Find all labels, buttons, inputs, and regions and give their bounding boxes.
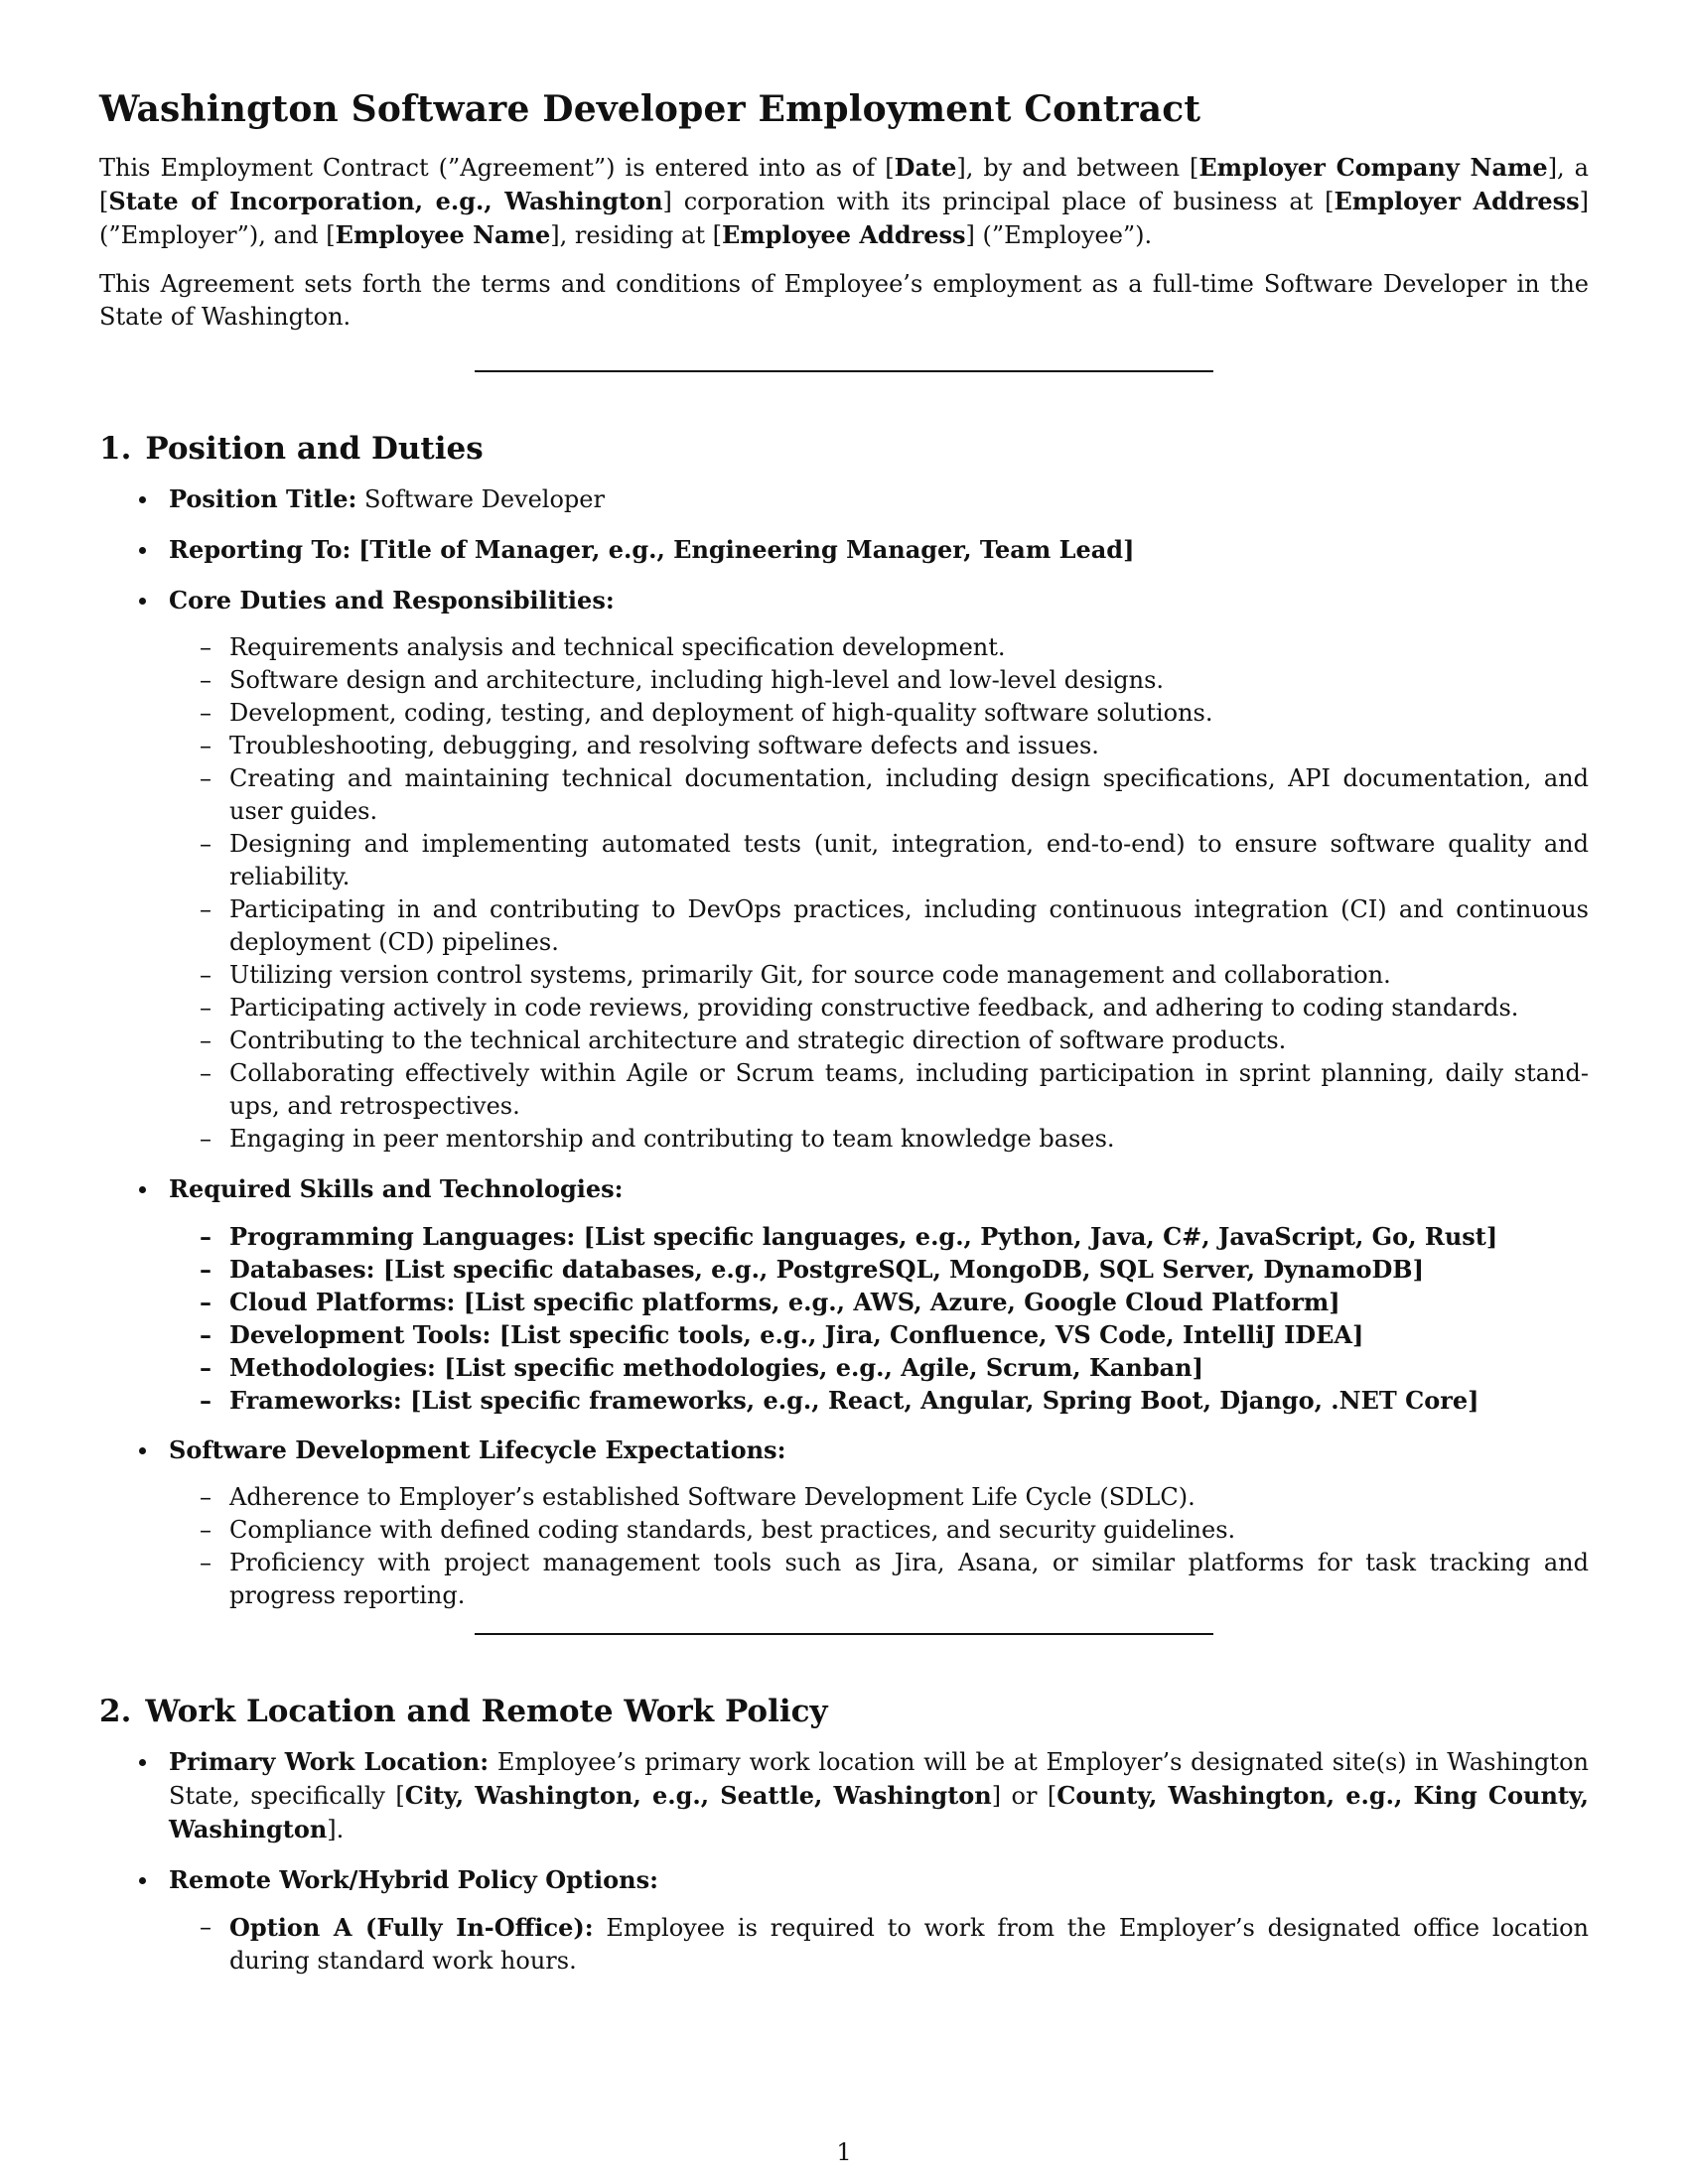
item-label: Primary Work Location: — [169, 1747, 490, 1776]
sdlc-expectation-item: – Proficiency with project management tools such as Jira, Asana, or similar platforms for task tracking and progress reporting. — [229, 1547, 1589, 1612]
page-number: 1 — [836, 2138, 852, 2166]
option-label: Option A (Fully In-Office): — [229, 1913, 594, 1942]
state-placeholder: State of Incorporation, e.g., Washington — [108, 187, 663, 215]
duty-item: – Utilizing version control systems, primarily Git, for source code management and collaboration. — [229, 959, 1589, 992]
option-a-item — [229, 1911, 1589, 1978]
skill-label: Development Tools: — [229, 1320, 492, 1349]
item-label: Reporting To: — [169, 535, 352, 564]
intro-text: ], a [ — [99, 154, 1589, 215]
required-skills-item — [169, 1172, 1589, 1417]
section-divider — [475, 370, 1213, 372]
duty-item: – Troubleshooting, debugging, and resolving software defects and issues. — [229, 730, 1589, 762]
reporting-to-item — [169, 533, 1589, 567]
employee-address-placeholder: Employee Address — [721, 220, 966, 249]
intro-text: ] (”Employee”). — [965, 221, 1153, 249]
document-content — [99, 87, 1589, 1994]
section-title: Position and Duties — [145, 431, 484, 467]
skill-value: [List specific frameworks, e.g., React, Angular, Spring Boot, Django, .NET Core] — [410, 1386, 1479, 1415]
section-number: 2. — [99, 1694, 132, 1729]
item-text: ] or [ — [991, 1782, 1057, 1810]
skills-list — [169, 1220, 1589, 1417]
item-value: [Title of Manager, e.g., Engineering Manager, Team Lead] — [358, 535, 1135, 564]
skill-label: Methodologies: — [229, 1353, 436, 1382]
duties-list — [169, 631, 1589, 1156]
skill-value: [List specific tools, e.g., Jira, Confluence, VS Code, IntelliJ IDEA] — [498, 1320, 1364, 1349]
item-text: Employee’s primary work location will be at Employer’s designated site(s) in Washington State, specifically [ — [169, 1748, 1589, 1810]
intro-text: ] (”Employer”), and [ — [99, 188, 1590, 249]
skill-value: [List specific platforms, e.g., AWS, Azure, Google Cloud Platform] — [463, 1288, 1340, 1316]
duty-item: – Participating actively in code reviews, providing constructive feedback, and adhering to coding standards. — [229, 992, 1589, 1024]
item-value: Software Developer — [364, 485, 605, 513]
primary-work-location-item — [169, 1745, 1589, 1846]
employee-name-placeholder: Employee Name — [335, 220, 551, 249]
skill-label: Databases: — [229, 1255, 375, 1284]
intro-paragraph — [99, 151, 1589, 252]
intro-paragraph-2: This Agreement sets forth the terms and conditions of Employee’s employment as a full-time Software Developer in the State of Washington. — [99, 270, 1589, 331]
skill-label: Cloud Platforms: — [229, 1288, 456, 1316]
intro-text: This Employment Contract (”Agreement”) is entered into as of [ — [99, 154, 895, 182]
item-label: Core Duties and Responsibilities: — [169, 586, 615, 614]
duty-item: – Designing and implementing automated tests (unit, integration, end-to-end) to ensure software quality and reliability. — [229, 828, 1589, 893]
section-number: 1. — [99, 431, 132, 467]
skill-value: [List specific languages, e.g., Python, Java, C#, JavaScript, Go, Rust] — [583, 1222, 1498, 1251]
item-text: ]. — [327, 1816, 345, 1843]
skill-item — [229, 1318, 1589, 1351]
skill-item — [229, 1351, 1589, 1384]
employer-address-placeholder: Employer Address — [1334, 187, 1580, 215]
employer-name-placeholder: Employer Company Name — [1198, 153, 1548, 182]
section-2-heading — [99, 1692, 1589, 1731]
section-1-list — [99, 482, 1589, 1612]
sdlc-list — [169, 1481, 1589, 1612]
item-label: Position Title: — [169, 484, 357, 513]
duty-item: – Engaging in peer mentorship and contributing to team knowledge bases. — [229, 1123, 1589, 1156]
position-title-item — [169, 482, 1589, 516]
core-duties-item — [169, 584, 1589, 1156]
item-label: Remote Work/Hybrid Policy Options: — [169, 1865, 658, 1894]
document-title: Washington Software Developer Employment Contract — [99, 88, 1201, 130]
duty-item: – Collaborating effectively within Agile or Scrum teams, including participation in sprint planning, daily stand-ups, and retrospectives. — [229, 1057, 1589, 1123]
section-divider — [475, 1633, 1213, 1635]
skill-label: Frameworks: — [229, 1386, 402, 1415]
date-placeholder: Date — [894, 153, 957, 182]
skill-value: [List specific databases, e.g., PostgreSQL, MongoDB, SQL Server, DynamoDB] — [382, 1255, 1424, 1284]
section-1-heading — [99, 429, 1589, 469]
section-2-list — [99, 1745, 1589, 1978]
item-label: Software Development Lifecycle Expectations: — [169, 1435, 786, 1464]
skill-label: Programming Languages: — [229, 1222, 576, 1251]
remote-policy-item — [169, 1863, 1589, 1978]
duty-item: – Development, coding, testing, and deployment of high-quality software solutions. — [229, 697, 1589, 730]
section-title: Work Location and Remote Work Policy — [145, 1694, 828, 1729]
county-placeholder: County, Washington, e.g., King County, Washington — [169, 1781, 1589, 1843]
remote-options-list — [169, 1911, 1589, 1978]
skill-item — [229, 1253, 1589, 1286]
sdlc-expectation-item: – Compliance with defined coding standards, best practices, and security guidelines. — [229, 1514, 1589, 1547]
intro-text: ] corporation with its principal place of business at [ — [662, 188, 1335, 215]
duty-item: – Software design and architecture, including high-level and low-level designs. — [229, 664, 1589, 697]
duty-item: – Participating in and contributing to DevOps practices, including continuous integration (CI) and continuous deployment (CD) pipelines. — [229, 893, 1589, 959]
sdlc-item — [169, 1433, 1589, 1612]
intro-text: ], residing at [ — [550, 221, 722, 249]
skill-value: [List specific methodologies, e.g., Agile, Scrum, Kanban] — [444, 1353, 1203, 1382]
city-placeholder: City, Washington, e.g., Seattle, Washington — [404, 1781, 992, 1810]
skill-item — [229, 1286, 1589, 1318]
skill-item — [229, 1384, 1589, 1417]
duty-item: – Creating and maintaining technical documentation, including design specifications, API documentation, and user guides. — [229, 762, 1589, 828]
sdlc-expectation-item: – Adherence to Employer’s established Software Development Life Cycle (SDLC). — [229, 1481, 1589, 1514]
skill-item — [229, 1220, 1589, 1253]
item-label: Required Skills and Technologies: — [169, 1174, 624, 1203]
option-text: Employee is required to work from the Employer’s designated office location during standard work hours. — [229, 1914, 1589, 1975]
intro-text: ], by and between [ — [956, 154, 1199, 182]
duty-item: – Requirements analysis and technical specification development. — [229, 631, 1589, 664]
duty-item: – Contributing to the technical architecture and strategic direction of software products. — [229, 1024, 1589, 1057]
